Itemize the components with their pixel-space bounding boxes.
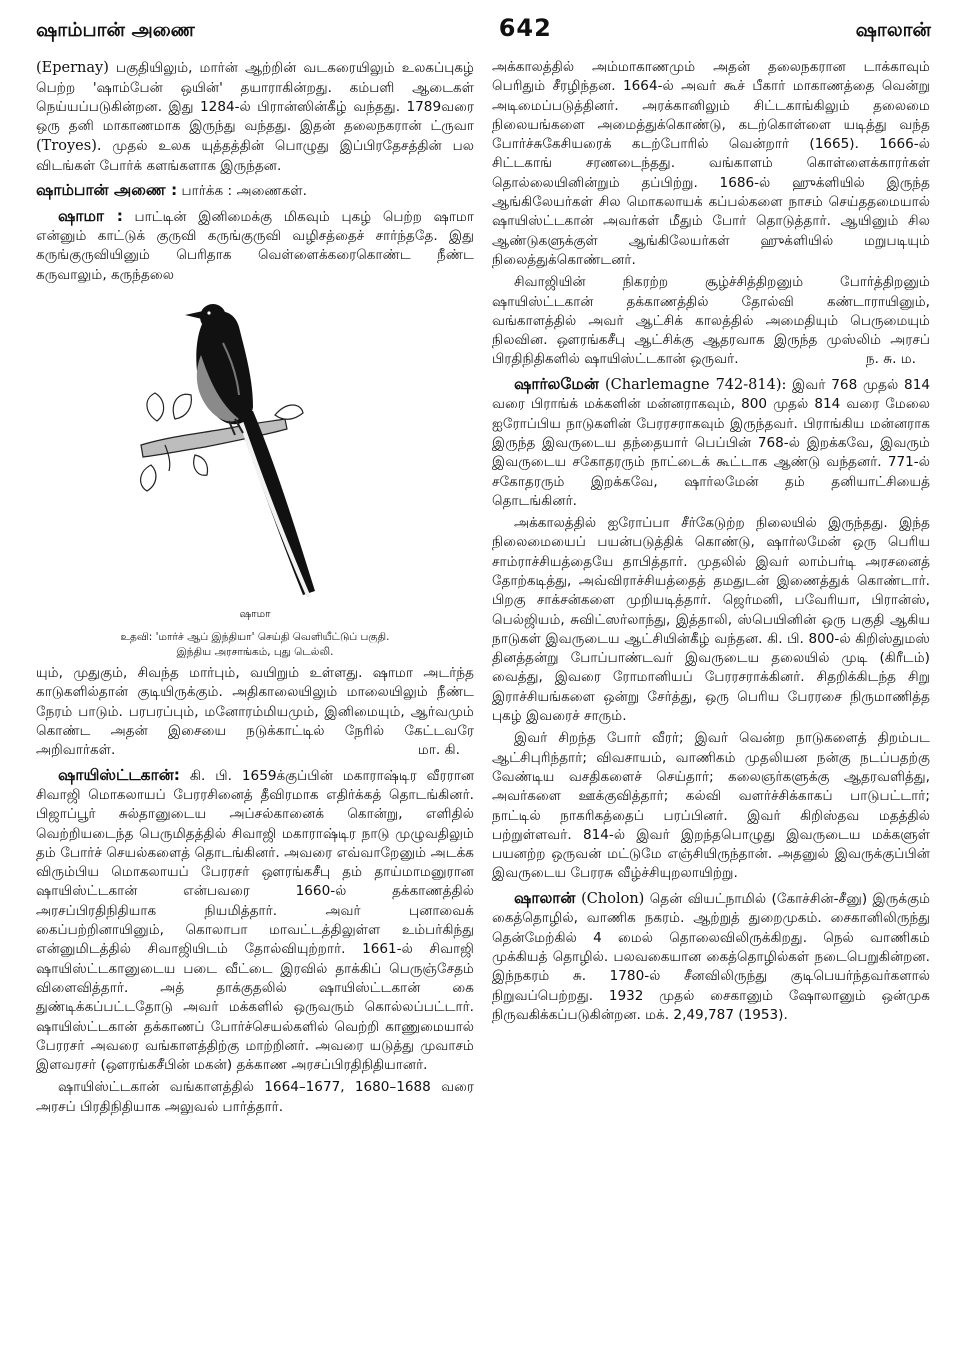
headword-cholon: ஷாலான் bbox=[514, 888, 576, 907]
author-initials: மா. கி. bbox=[417, 742, 460, 759]
latin-term-epernay: (Epernay) bbox=[36, 60, 109, 76]
cross-reference-entry bbox=[36, 179, 474, 201]
left-column bbox=[36, 58, 474, 1354]
figure-credit-line-2: இந்திய அரசாங்கம், புது டெல்லி. bbox=[176, 645, 334, 658]
entry-text: இவர் 768 முதல் 814 வரை பிராங்க் மக்களின் மன்னராகவும், 800 முதல் 814 வரை மேலை ஐரோப்பிய நாடுகளின் பேரரசராகவும் இருந்தவர். பிராங்கிய மன்னராக இருந்த இவருடைய தந்தையார் பெப்பின் 768-ல் இறக்கவே, இவரும் இவருடைய சகோதரரும் நாட்டைக் கூட்டாக ஆண்டு வந்தனர். 771-ல் சகோதரரும் இறக்கவே, ஷார்லமேன் தம் தனியாட்சியைத் தொடங்கினர். bbox=[492, 376, 930, 509]
entry-text: பாட்டின் இனிமைக்கு மிகவும் புகழ் பெற்ற ஷாமா என்னும் காட்டுக் குருவி கருங்குருவி வழிசத்தைச் சார்ந்ததே. இது கருங்குருவியினும் பெரிதாக வெள்ளைக்கரைகொண்ட நீண்ட கருவாலும், கருந்தலை bbox=[36, 208, 474, 283]
author-initials: ந. சு. ம. bbox=[865, 351, 916, 368]
entry-text: யும், முதுகும், சிவந்த மார்பும், வயிறும் உள்ளது. ஷாமா அடர்ந்த காடுகளில்தான் குடியிருக்கும். அதிகாலையிலும் மாலையிலும் நீண்ட நேரம் பாடும். பரபரப்பும், மனோரம்மியமும், இனிமையும், ஆர்வமும் கொண்ட அதன் இசையை நடுக்காட்டில் நேரில் கேட்டவரே அறிவார்கள். bbox=[36, 665, 474, 759]
shama-entry-continuation bbox=[36, 664, 474, 760]
figure-caption: ஷாமா bbox=[239, 607, 271, 620]
two-column-body bbox=[36, 58, 931, 1354]
header-left-guide-word: ஷாம்பான் அணை bbox=[36, 19, 195, 41]
shaista-khan-continuation: அக்காலத்தில் அம்மாகாணமும் அதன் தலைநகரான டாக்காவும் பெரிதும் சீரழிந்தன. 1664-ல் அவர் கூச் பீகார் மாகாணத்தை வென்று அடிமைப்படுத்தினர். அரக்கானிலும் சிட்டகாங்கிலும் தலைமை நிலையங்களை அமைத்துக்கொண்டு, கடற்கொள்ளை யடித்து வந்த போர்ச்சுகேசியரைக் கடற்போரில் வென்றார் (1665). 1666-ல் சிட்டகாங் சரணடைந்தது. வங்காளம் கொள்ளைக்காரர்கள் தொல்லையினின்றும் தப்பிற்று. 1686-ல் ஹுக்ளியில் இருந்த ஆங்கிலேயர்கள் சில மொகலாயக் கப்பல்களை நாசம் செய்ததமையால் ஷாயிஸ்ட்டகான் அவர்கள் மீதும் போர் தொடுத்தார். ஆயினும் சில ஆண்டுகளுக்குள் ஆங்கிலேயர்கள் ஹுக்ளியில் மறுபடியும் நிலைத்துக்கொண்டனர். bbox=[492, 59, 930, 268]
running-header bbox=[36, 14, 931, 58]
headword-shama: ஷாமா : bbox=[58, 206, 123, 225]
latin-term-troyes: (Troyes). bbox=[36, 138, 102, 155]
figure-credit bbox=[36, 630, 474, 660]
shaista-khan-paragraph-4 bbox=[492, 273, 930, 369]
shama-bird-illustration bbox=[135, 295, 375, 605]
cross-reference-text: பார்க்க : அணைகள். bbox=[177, 183, 308, 200]
text-run: பகுதியிலும், மார்ன் ஆற்றின் வடகரையிலும் உலகப்புகழ் பெற்ற 'ஷாம்பேன் ஒயின்' தயாராகின்றது. கம்பளி ஆடைகள் நெய்யப்படுகின்றன. இது 1284-ல் பிரான்ஸின்கீழ் வந்தது. 1789வரை ஒரு தனி மாகாணமாக இருந்து வந்தது. இதன் தலைநகரான் ட்ருவா bbox=[36, 60, 474, 135]
champagne-entry-continuation bbox=[36, 58, 474, 176]
headword-shaista-khan: ஷாயிஸ்ட்டகான்: bbox=[58, 765, 180, 784]
entry-text: தென் வியட்நாமில் (கோச்சின்-சீனு) இருக்கும் கைத்தொழில், வாணிக நகரம். ஆற்றுத் துறைமுகம். சைகானிலிருந்து தென்மேற்கில் 4 மைல் தொலைவிலிருக்கிறது. நெல் வாணிகம் முக்கியத் தொழில். பலவகையான கைத்தொழில்கள் நடைபெறுகின்றன. இந்நகரம் சு. 1780-ல் சீனவிலிருந்து குடிபெயர்ந்தவர்களால் நிறுவப்பெற்றது. 1932 முதல் சைகானும் ஷோலானும் ஒன்முக நிருவகிக்கப்படுகின்றன. மக். 2,49,787 (1953). bbox=[492, 890, 930, 1023]
text-run: முதல் உலக யுத்தத்தின் பொழுது இப்பிரதேசத்தின் பல விடங்கள் போர்க் களங்களாக இருந்தன. bbox=[36, 138, 474, 175]
charlemagne-paragraph-2: அக்காலத்தில் ஐரோப்பா சீர்கேடுற்ற நிலையில் இருந்தது. இந்த நிலைமையைப் பயன்படுத்திக் கொண்டு, ஷார்லமேன் ஒரு பெரிய சாம்ராச்சியத்தையே தாபித்தார். முதலில் இவர் லாம்பர்டி அரசனைத் தோற்கடித்து, அவ்விராச்சியத்தைத் தமதுடன் இணைத்துக் கொண்டார். பிறகு சாக்சன்களை முறியடித்தார். ஜெர்மனி, பவேரியா, பிரான்ஸ், பெல்ஜியம், சுவிட்ஸர்லாந்து, இத்தாலி, ஸ்பெயினின் ஒரு பகுதி ஆகிய நாடுகள் இவருடைய ஆட்சியின்கீழ் வந்தன. கி. பி. 800-ல் கிறிஸ்துமஸ் தினத்தன்று போப்பாண்டவர் இவருடைய தலையில் முடி (கிரீடம்) வைத்து, இவரை ரோமானியப் பேரரசராக்கினர். சிதறிக்கிடந்த சிறு இராச்சியங்களை ஒன்று சேர்த்து, ஒரு பெரிய பேரரசை நிருமாணித்த புகழ் இவரைச் சாரும். bbox=[492, 515, 930, 725]
charlemagne-entry bbox=[492, 373, 930, 511]
entry-text: சிவாஜியின் நிகரற்ற சூழ்ச்சித்திறனும் போர்த்திறனும் ஷாயிஸ்ட்டகான் தக்காணத்தில் தோல்வி கண்டாராயினும், வங்காளத்தில் அவர் ஆட்சிக் காலத்தில் அமைதியும் பெருமையும் நிலவின. ஔரங்கசீபு ஆட்சிக்கு ஆதரவாக இருந்த முஸ்லிம் அரசப் பிரதிநிதிகளில் ஷாயிஸ்ட்டகான் ஒருவர். bbox=[492, 274, 930, 368]
shaista-khan-paragraph-2: ஷாயிஸ்ட்டகான் வங்காளத்தில் 1664–1677, 1680–1688 வரை அரசப் பிரதிநிதியாக அலுவல் பார்த்தார். bbox=[36, 1079, 474, 1115]
shama-entry-intro bbox=[36, 205, 474, 285]
latin-term-charlemagne: (Charlemagne 742-814): bbox=[598, 376, 787, 393]
latin-term-cholon: (Cholon) bbox=[575, 890, 645, 907]
cholon-entry bbox=[492, 887, 930, 1025]
page-number: 642 bbox=[498, 14, 552, 42]
header-right-guide-word: ஷாலான் bbox=[855, 19, 931, 41]
shama-bird-figure bbox=[36, 295, 474, 660]
headword-charlemagne: ஷார்லமேன் bbox=[514, 374, 599, 393]
entry-text: கி. பி. 1659க்குப்பின் மகாராஷ்டிர வீரரான சிவாஜி மொகலாயப் பேரரசினைத் தீவிரமாக எதிர்க்கத் தொடங்கினர். பிஜாப்பூர் சுல்தானுடைய அப்சல்கானைக் கொன்று, எளிதில் வெற்றியடைந்த பெருமிதத்தில் சிவாஜி மகாராஷ்டிர நாடு முழுவதிலும் தம் போர்ச் செயல்களைத் தொடங்கினர். அவரை எவ்வாறேனும் அடக்க விரும்பிய மொகலாயப் பேரரசர் ஔரங்கசீபு தம் தாய்மாமனுரான ஷாயிஸ்ட்டகான் என்பவரை 1660-ல் தக்காணத்தில் அரசப்பிரதிநிதியாக நியமித்தார். அவர் புனாவைக் கைப்பற்றினாயினும், கொலாபா மாவட்டத்திலுள்ள உம்பர்கிந்து என்னுமிடத்தில் சிவாஜியிடம் தோல்வியுற்றார். 1661-ல் சிவாஜி ஷாயிஸ்ட்டகானுடைய படை வீட்டை இரவில் தாக்கிப் பெருஞ்சேதம் விளைவித்தார். அத் தாக்குதலில் ஷாயிஸ்ட்டகான் கை துண்டிக்கப்பட்டதோடு அவர் மக்களில் ஒருவரும் கொல்லப்பட்டார். ஷாயிஸ்ட்டகான் தக்காணப் போர்ச்செயல்களில் வெற்றி காணுமையால் பேரரசர் அவரை வங்காளத்திற்கு மாற்றினர். அவரை யடுத்து முவாசம் இளவரசர் (ஔரங்கசீபின் மகன்) தக்காண அரசப்பிரதிநிதியானர். bbox=[36, 767, 474, 1074]
charlemagne-paragraph-3: இவர் சிறந்த போர் வீரர்; இவர் வென்ற நாடுகளைத் திறம்பட ஆட்சிபுரிந்தார்; விவசாயம், வாணிகம் முதலியன நன்கு நடப்பதற்கு வேண்டிய வசதிகளைச் செய்தார்; கலைஞர்களுக்கு ஆதரவளித்து, அவர்களை ஊக்குவித்தார்; கல்வி வளர்ச்சிக்காகப் பாடுபட்டார்; நாட்டில் நாகரிகத்தைப் பரப்பினர். இவர் கிறிஸ்தவ மதத்தில் பற்றுள்ளவர். 814-ல் இவர் இறந்தபொழுது இவருடைய மக்களுள் பயனற்ற ஒருவன் மட்டுமே எஞ்சியிருந்தான். அதனுல் இவருக்குப்பின் இவருடைய பேரரசு வீழ்ச்சியுறலாயிற்று. bbox=[492, 730, 930, 882]
headword-dam: ஷாம்பான் அணை : bbox=[36, 181, 178, 200]
shaista-khan-entry bbox=[36, 764, 474, 1076]
right-column bbox=[492, 58, 930, 1354]
figure-credit-line-1: உதவி: 'மார்ச் ஆப் இந்தியா' செய்தி வெளியீட்டுப் பகுதி. bbox=[120, 630, 390, 643]
